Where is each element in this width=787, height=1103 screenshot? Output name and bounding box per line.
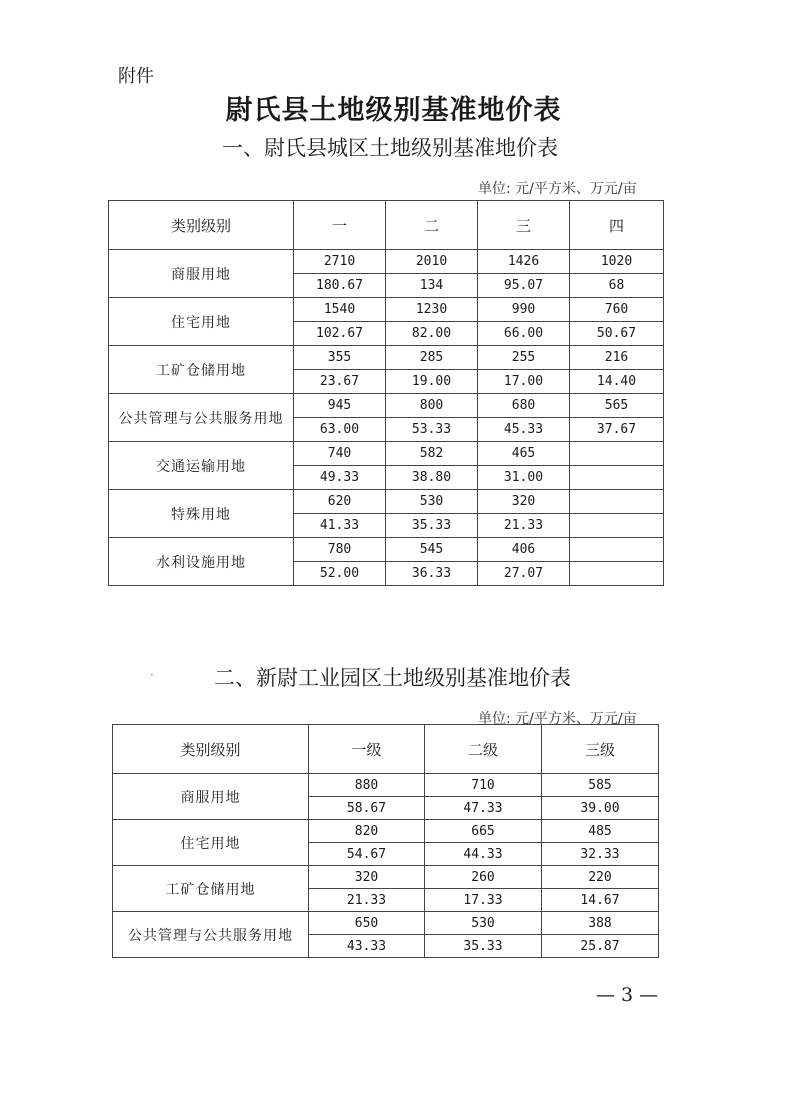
price-per-mu-cell: 102.67 [294,322,386,346]
price-per-mu-cell: 37.67 [570,418,664,442]
price-per-sqm-cell: 388 [542,912,659,935]
table-row [109,490,664,514]
land-category-cell: 公共管理与公共服务用地 [113,912,309,958]
price-per-mu-cell: 35.33 [386,514,478,538]
price-per-sqm-cell: 990 [478,298,570,322]
price-per-mu-cell: 17.33 [425,889,542,912]
section1-unit: 单位: 元/平方米、万元/亩 [478,181,637,197]
price-per-sqm-cell: 216 [570,346,664,370]
price-per-mu-cell [570,466,664,490]
price-per-sqm-cell: 530 [386,490,478,514]
price-per-sqm-cell: 585 [542,774,659,797]
price-per-sqm-cell: 320 [478,490,570,514]
price-per-mu-cell: 53.33 [386,418,478,442]
section2-title: 二、新尉工业园区土地级别基准地价表 [214,666,571,690]
table-row [109,346,664,370]
price-per-mu-cell: 66.00 [478,322,570,346]
price-per-mu-cell [570,562,664,586]
attachment-label: 附件 [118,66,154,87]
land-category-cell: 公共管理与公共服务用地 [109,394,294,442]
price-per-sqm-cell: 2010 [386,250,478,274]
land-category-cell: 住宅用地 [109,298,294,346]
price-per-mu-cell: 50.67 [570,322,664,346]
table-row [109,538,664,562]
price-per-sqm-cell: 780 [294,538,386,562]
price-per-mu-cell: 47.33 [425,797,542,820]
price-per-mu-cell [570,514,664,538]
land-category-cell: 商服用地 [109,250,294,298]
price-per-mu-cell: 43.33 [309,935,425,958]
price-per-sqm-cell: 650 [309,912,425,935]
price-per-mu-cell: 180.67 [294,274,386,298]
price-per-mu-cell: 38.80 [386,466,478,490]
price-per-mu-cell: 45.33 [478,418,570,442]
price-per-sqm-cell: 285 [386,346,478,370]
price-per-mu-cell: 95.07 [478,274,570,298]
price-per-sqm-cell: 465 [478,442,570,466]
price-per-sqm-cell: 220 [542,866,659,889]
price-per-sqm-cell: 355 [294,346,386,370]
price-per-sqm-cell: 530 [425,912,542,935]
price-per-mu-cell: 25.87 [542,935,659,958]
table-header-row [109,201,664,250]
table-row [109,394,664,418]
price-per-sqm-cell: 255 [478,346,570,370]
price-per-mu-cell: 52.00 [294,562,386,586]
land-category-cell: 水利设施用地 [109,538,294,586]
price-per-sqm-cell: 680 [478,394,570,418]
price-per-mu-cell: 27.07 [478,562,570,586]
section2-unit: 单位: 元/平方米、万元/亩 [478,711,637,727]
table-header-row [113,725,659,774]
price-per-sqm-cell: 260 [425,866,542,889]
land-category-cell: 商服用地 [113,774,309,820]
price-per-sqm-cell [570,538,664,562]
price-per-mu-cell: 36.33 [386,562,478,586]
column-header: 三级 [542,725,659,774]
price-per-sqm-cell: 740 [294,442,386,466]
price-per-mu-cell: 39.00 [542,797,659,820]
price-per-mu-cell: 41.33 [294,514,386,538]
table-row [109,298,664,322]
price-per-mu-cell: 14.40 [570,370,664,394]
price-per-sqm-cell: 1426 [478,250,570,274]
price-per-sqm-cell: 565 [570,394,664,418]
price-per-mu-cell: 17.00 [478,370,570,394]
document-title: 尉氏县土地级别基准地价表 [225,95,562,126]
column-header: 四 [570,201,664,250]
column-header: 二 [386,201,478,250]
section2-table-body [113,774,659,958]
price-per-mu-cell: 19.00 [386,370,478,394]
section2-table [112,724,659,958]
price-per-sqm-cell: 582 [386,442,478,466]
price-per-mu-cell: 49.33 [294,466,386,490]
price-per-mu-cell: 44.33 [425,843,542,866]
price-per-mu-cell: 21.33 [309,889,425,912]
price-per-sqm-cell: 800 [386,394,478,418]
price-per-sqm-cell [570,442,664,466]
price-per-sqm-cell: 545 [386,538,478,562]
price-per-sqm-cell: 406 [478,538,570,562]
section1-table-body [109,250,664,586]
column-header: 一 [294,201,386,250]
price-per-sqm-cell: 665 [425,820,542,843]
price-per-mu-cell: 58.67 [309,797,425,820]
price-per-sqm-cell: 945 [294,394,386,418]
price-per-mu-cell: 14.67 [542,889,659,912]
price-per-mu-cell: 54.67 [309,843,425,866]
price-per-sqm-cell: 820 [309,820,425,843]
price-per-mu-cell: 23.67 [294,370,386,394]
table-row [109,250,664,274]
land-category-cell: 住宅用地 [113,820,309,866]
land-category-cell: 交通运输用地 [109,442,294,490]
column-header: 二级 [425,725,542,774]
column-header: 三 [478,201,570,250]
section1-table [108,200,664,586]
price-per-mu-cell: 21.33 [478,514,570,538]
price-per-sqm-cell: 485 [542,820,659,843]
price-per-sqm-cell: 320 [309,866,425,889]
price-per-sqm-cell: 760 [570,298,664,322]
price-per-mu-cell: 68 [570,274,664,298]
price-per-sqm-cell: 2710 [294,250,386,274]
land-category-cell: 特殊用地 [109,490,294,538]
price-per-sqm-cell: 880 [309,774,425,797]
section1-title: 一、尉氏县城区土地级别基准地价表 [222,136,558,160]
land-category-cell: 工矿仓储用地 [113,866,309,912]
table-row [113,774,659,797]
land-category-cell: 工矿仓储用地 [109,346,294,394]
column-header: 一级 [309,725,425,774]
price-per-sqm-cell: 710 [425,774,542,797]
column-header: 类别级别 [109,201,294,250]
table-row [109,442,664,466]
price-per-sqm-cell: 1540 [294,298,386,322]
price-per-sqm-cell [570,490,664,514]
price-per-mu-cell: 63.00 [294,418,386,442]
table-row [113,912,659,935]
price-per-mu-cell: 134 [386,274,478,298]
price-per-sqm-cell: 620 [294,490,386,514]
price-per-mu-cell: 82.00 [386,322,478,346]
table-row [113,820,659,843]
page-number: — 3 — [596,984,659,1006]
price-per-sqm-cell: 1020 [570,250,664,274]
scan-mark: · [150,668,154,682]
column-header: 类别级别 [113,725,309,774]
table-row [113,866,659,889]
price-per-mu-cell: 32.33 [542,843,659,866]
price-per-sqm-cell: 1230 [386,298,478,322]
price-per-mu-cell: 31.00 [478,466,570,490]
price-per-mu-cell: 35.33 [425,935,542,958]
